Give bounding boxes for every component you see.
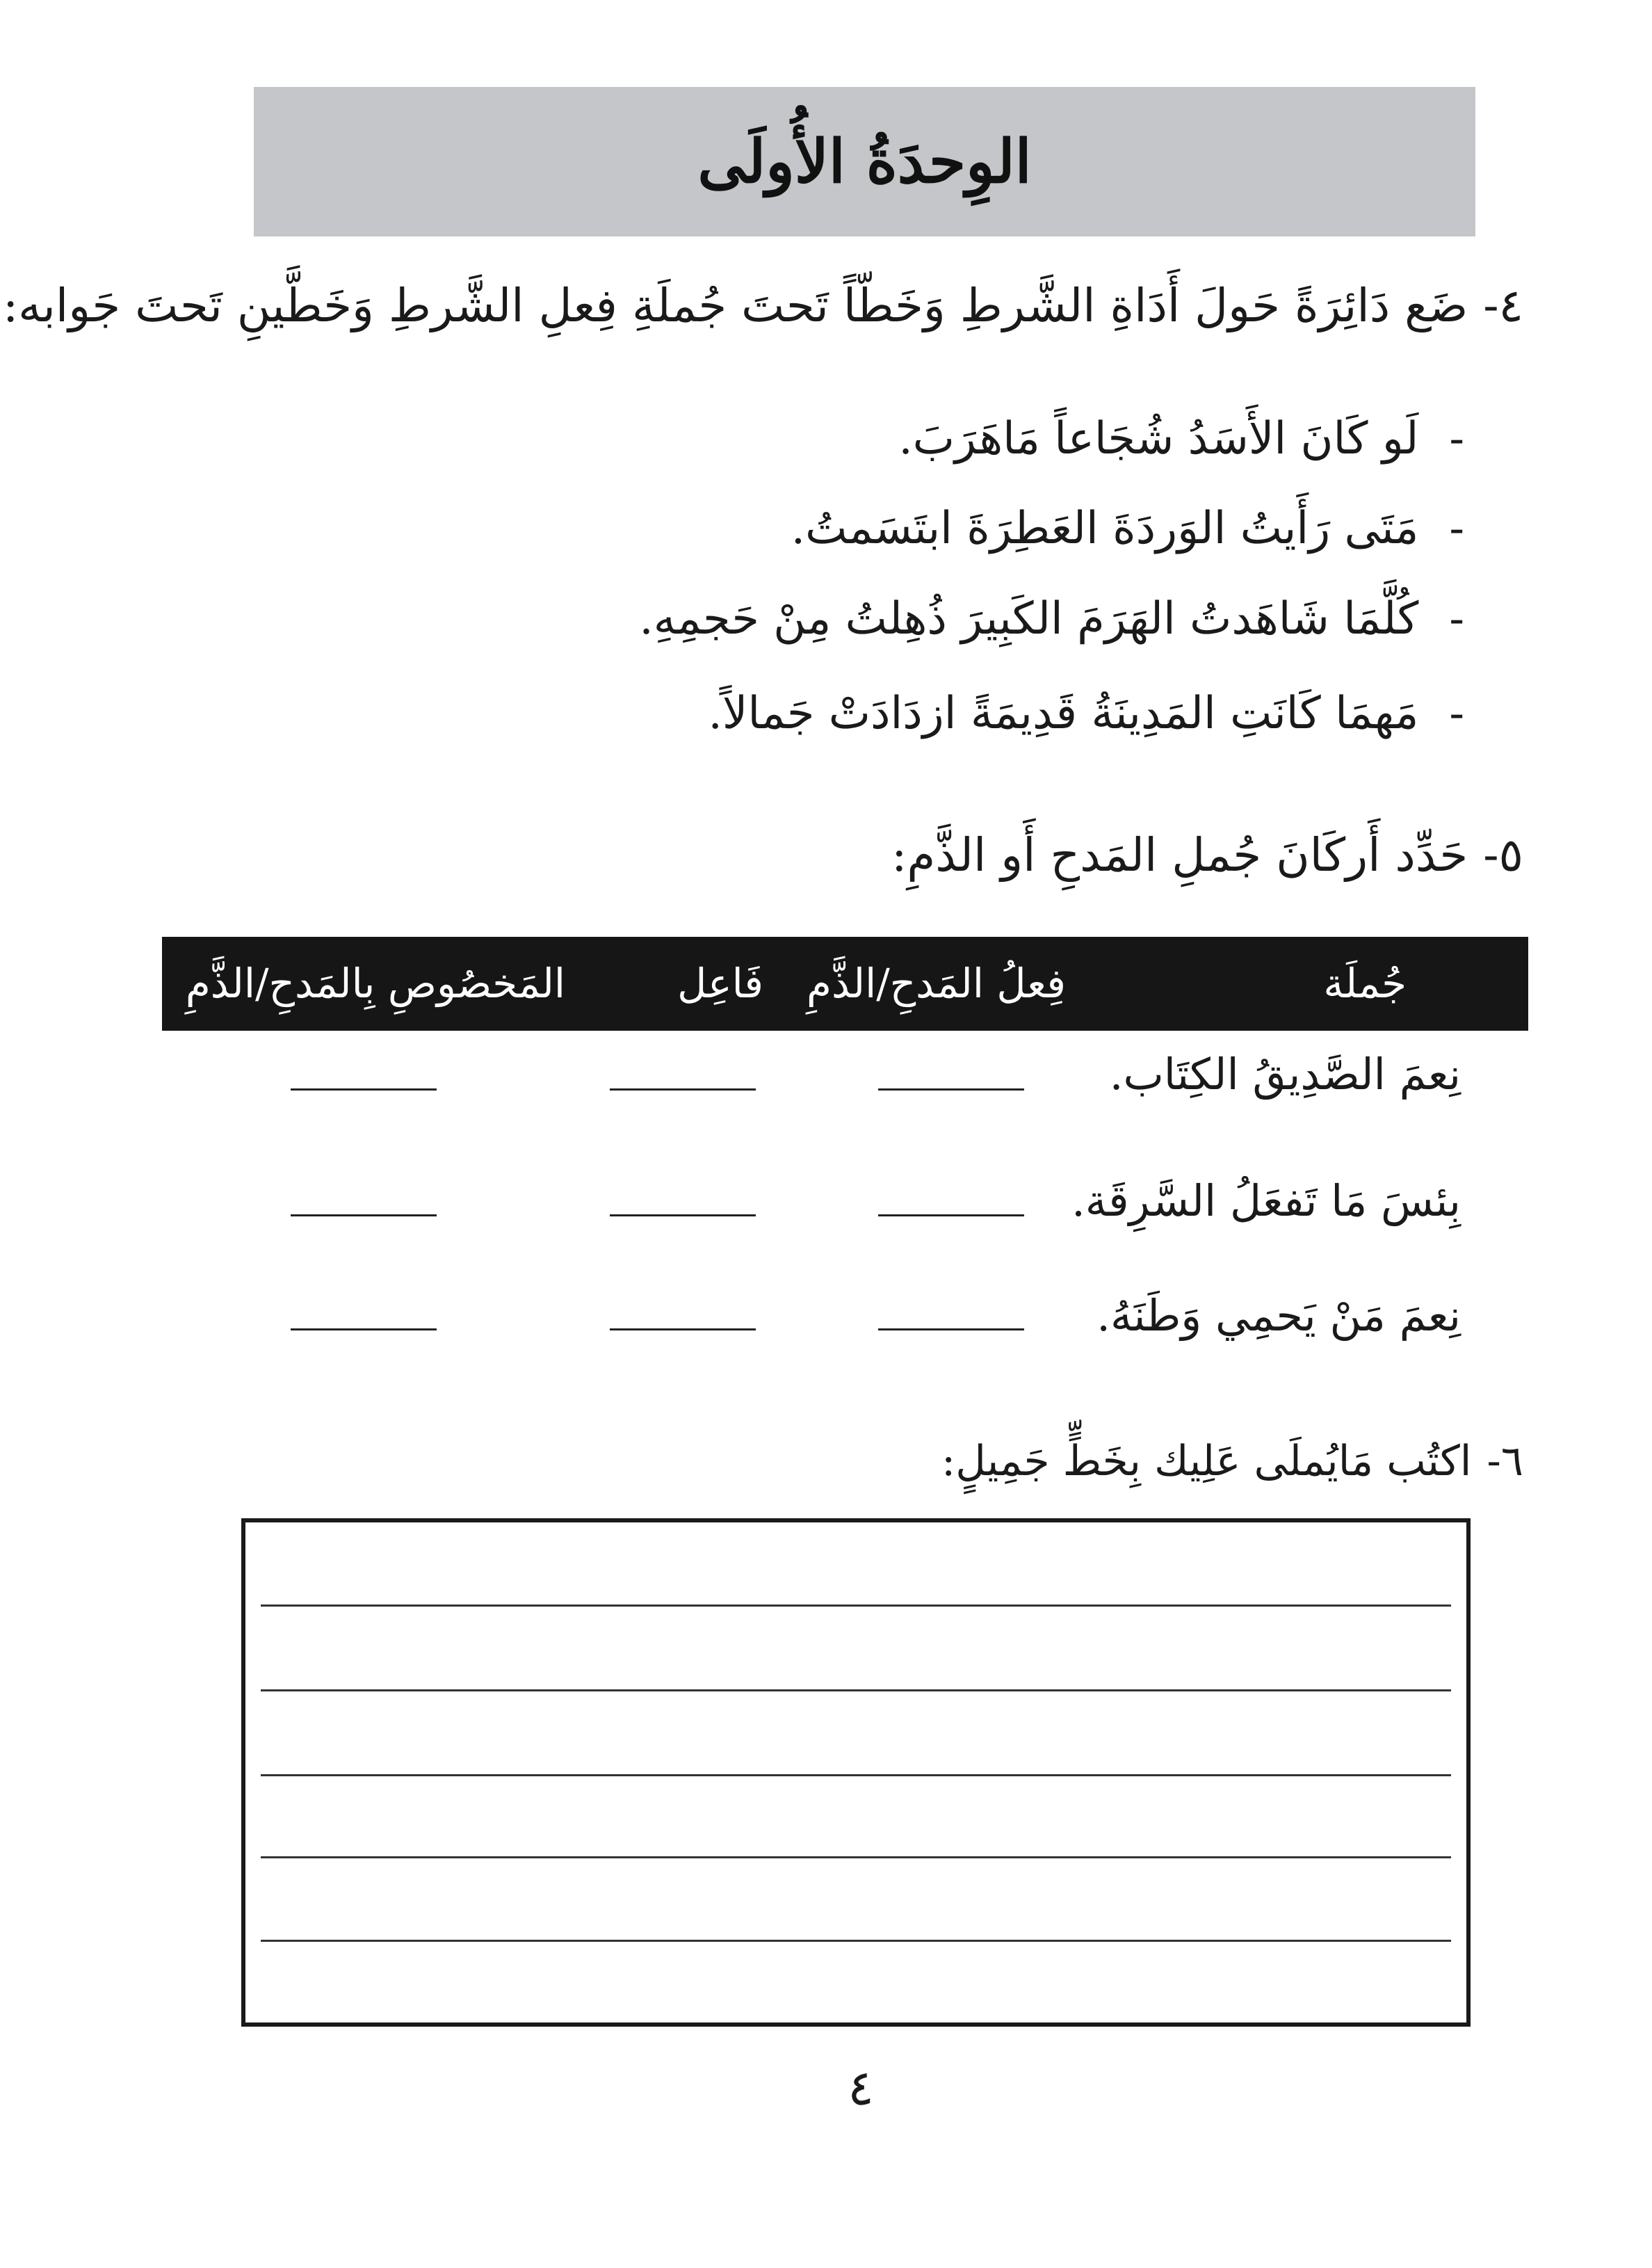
bullet-dash: -: [1449, 593, 1464, 645]
answer-blank-verb[interactable]: [878, 1088, 1024, 1091]
answer-blank-specified[interactable]: [291, 1088, 437, 1091]
bullet-dash: -: [1449, 688, 1464, 739]
writing-line[interactable]: [261, 1605, 1451, 1607]
exercise-4-item: [898, 412, 1464, 466]
exercise-4-sentence-2: مَتَى رَأَيتُ الوَردَةَ العَطِرَةَ ابتَسَمتُ.: [791, 503, 1419, 554]
answer-blank-subject[interactable]: [610, 1088, 756, 1091]
unit-banner: [254, 87, 1475, 236]
table-row-sentence: نِعمَ الصَّدِيقُ الكِتَاب.: [1109, 1049, 1461, 1100]
writing-line[interactable]: [261, 1940, 1451, 1942]
exercise-4-item: [791, 502, 1464, 556]
table-row-sentence: بِئسَ مَا تَفعَلُ السَّرِقَة.: [1071, 1175, 1461, 1226]
table-header-specified: المَخصُوصِ بِالمَدحِ/الذَّمِ: [185, 960, 565, 1007]
writing-line[interactable]: [261, 1856, 1451, 1858]
table-header-subject: فَاعِل: [677, 960, 763, 1007]
table-header: [162, 937, 1528, 1031]
exercise-6-instruction: اكتُب مَايُملَى عَلِيك بِخَطٍّ جَمِيلٍ:: [941, 1437, 1472, 1486]
table-row-sentence: نِعمَ مَنْ يَحمِي وَطَنَهُ.: [1096, 1290, 1461, 1341]
exercise-4-instruction: ضَع دَائِرَةً حَولَ أَدَاةِ الشَّرطِ وَخَطّاً تَحتَ جُملَةِ فِعلِ الشَّرطِ وَخَطَّينِ تَحتَ جَوابه:: [2, 279, 1468, 332]
writing-line[interactable]: [261, 1689, 1451, 1691]
exercise-4-number: ٤-: [1483, 279, 1523, 332]
writing-line[interactable]: [261, 1774, 1451, 1776]
unit-title: الوِحدَةُ الأُولَى: [697, 127, 1032, 197]
exercise-5-number: ٥-: [1483, 828, 1523, 882]
answer-blank-subject[interactable]: [610, 1214, 756, 1216]
table-header-sentence: جُملَة: [1323, 960, 1407, 1007]
bullet-dash: -: [1449, 503, 1464, 554]
exercise-4-item: [708, 687, 1465, 741]
exercise-6-number: ٦-: [1487, 1437, 1523, 1486]
exercise-4-sentence-1: لَو كَانَ الأَسَدُ شُجَاعاً مَاهَرَبَ.: [898, 413, 1419, 465]
writing-box[interactable]: [241, 1518, 1471, 2027]
exercise-4-heading: [3, 278, 1523, 333]
page-number: ٤: [848, 2059, 874, 2116]
exercise-4-item: [639, 593, 1464, 646]
answer-blank-verb[interactable]: [878, 1328, 1024, 1330]
exercise-4-sentence-4: مَهمَا كَانَتِ المَدِينَةُ قَدِيمَةً ازدَادَتْ جَمالاً.: [708, 688, 1419, 739]
answer-blank-specified[interactable]: [291, 1214, 437, 1216]
answer-blank-specified[interactable]: [291, 1328, 437, 1330]
table-header-verb: فِعلُ المَدحِ/الذَّمِ: [807, 960, 1066, 1007]
bullet-dash: -: [1449, 413, 1464, 465]
exercise-5-heading: [891, 828, 1523, 883]
exercise-4-sentence-3: كُلَّمَا شَاهَدتُ الهَرَمَ الكَبِيرَ ذُهِلتُ مِنْ حَجمِهِ.: [639, 593, 1419, 645]
exercise-6-heading: [941, 1436, 1523, 1486]
exercise-5-instruction: حَدِّد أَركَانَ جُملِ المَدحِ أَو الذَّمِ:: [891, 828, 1468, 882]
answer-blank-verb[interactable]: [878, 1214, 1024, 1216]
answer-blank-subject[interactable]: [610, 1328, 756, 1330]
